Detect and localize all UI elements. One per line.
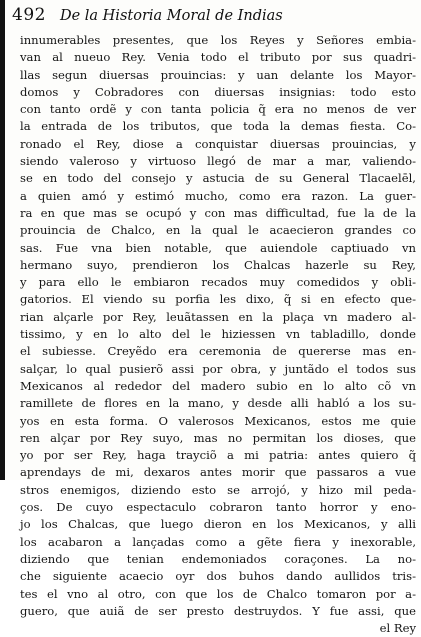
text-line: ronado el Rey, diose a conquistar diuersas prouincias, y [20,136,416,151]
text-line: ramillete de flores en la mano, y desde alli habló a los su- [20,396,416,411]
page-edge-rule [0,0,5,480]
page-header [12,5,412,31]
text-line: sas. Fue vna bien notable, que auiendole captiuado vn [20,240,416,255]
text-line: con tanto ordẽ y con tanta policia q̃ era no menos de ver [20,102,416,117]
text-line: van al nueuo Rey. Venia todo el tributo por sus quadri- [20,50,416,65]
text-line: guero, que auiã de ser presto destruydos. Y fue assi, que [20,603,416,618]
text-line: jo los Chalcas, que luego dieron en los Mexicanos, y alli [20,517,416,532]
text-line: prouincia de Chalco, en la qual le acaecieron grandes co [20,223,416,238]
text-line: stros enemigos, diziendo esto se arrojó, y hizo mil peda- [20,482,416,497]
text-line: tes el vno al otro, con que los de Chalco tomaron por a- [20,586,416,601]
text-line: tissimo, y en lo alto del le hiziessen vn tabladillo, donde [20,327,416,342]
text-line: yos en esta forma. O valerosos Mexicanos, estos me quie [20,413,416,428]
catchword: el Rey [379,621,416,636]
text-line: ra en que mas se ocupó y con mas difficultad, fue la de la [20,205,416,220]
text-line: gatorios. El viendo su porfia les dixo, q̃ si en efecto que- [20,292,416,307]
text-line: ços. De cuyo espectaculo cobraron tanto horror y eno- [20,500,416,515]
text-line: innumerables presentes, que los Reyes y Señores embia- [20,33,416,47]
text-line: domos y Cobradores con diuersas insignias: todo esto [20,84,416,99]
text-line: diziendo que tenian endemoniados coraçones. La no- [20,551,416,566]
running-title: De la Historia Moral de Indias [59,8,283,24]
text-line: Mexicanos al rededor del madero subio en lo alto cõ vn [20,378,416,393]
text-line: aprendays de mi, dexaros antes morir que passaros a vue [20,465,416,480]
text-line: se en todo del consejo y astucia de su General Tlacaelēl, [20,171,416,186]
text-line: a quien amó y estimó mucho, como era razon. La guer- [20,188,416,203]
text-line: salçar, lo qual pusierõ assi por obra, y juntãdo el todos sus [20,361,416,376]
text-line: la entrada de los tributos, que toda la demas fiesta. Co- [20,119,416,134]
body-text [20,32,416,637]
text-line: ren alçar por Rey suyo, mas no permitan los dioses, que [20,430,416,445]
page-number: 492 [12,5,46,25]
text-line: el subiesse. Creyẽdo era ceremonia de quererse mas en- [20,344,416,359]
text-line: llas segun diuersas prouincias: y uan delante los Mayor- [20,67,416,82]
text-line: siendo valeroso y virtuoso llegó de mar a mar, valiendo- [20,154,416,169]
text-line: los acabaron a lançadas como a gẽte fiera y inexorable, [20,534,416,549]
text-line: y para ello le embiaron recados muy comedidos y obli- [20,275,416,290]
text-line: yo por ser Rey, haga trayciõ a mi patria: antes quiero q̃ [20,448,416,463]
text-line: hermano suyo, prendieron los Chalcas hazerle su Rey, [20,257,416,272]
text-line: che siguiente acaecio oyr dos buhos dando aullidos tris- [20,569,416,584]
text-line: rian alçarle por Rey, leuãtassen en la plaça vn madero al- [20,309,416,324]
